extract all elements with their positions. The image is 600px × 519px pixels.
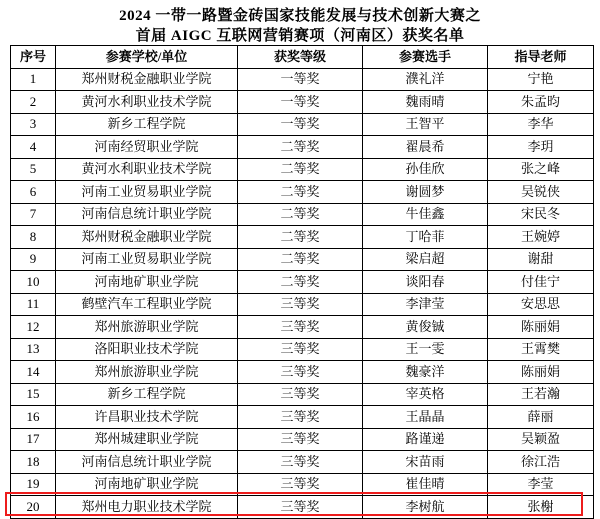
- cell-no: 14: [11, 361, 56, 384]
- cell-no: 4: [11, 136, 56, 159]
- cell-contestant: 魏雨晴: [363, 91, 488, 114]
- cell-no: 5: [11, 158, 56, 181]
- cell-contestant: 谢圆梦: [363, 181, 488, 204]
- cell-advisor: 张之峰: [488, 158, 594, 181]
- cell-no: 9: [11, 248, 56, 271]
- cell-school: 河南信息统计职业学院: [56, 451, 238, 474]
- cell-advisor: 安思思: [488, 293, 594, 316]
- cell-school: 河南地矿职业学院: [56, 473, 238, 496]
- cell-award: 三等奖: [238, 316, 363, 339]
- table-row: [11, 113, 594, 136]
- cell-award: 三等奖: [238, 406, 363, 429]
- cell-school: 新乡工程学院: [56, 383, 238, 406]
- cell-contestant: 孙佳欣: [363, 158, 488, 181]
- cell-advisor: 薛丽: [488, 406, 594, 429]
- cell-advisor: 谢甜: [488, 248, 594, 271]
- header-cell-contestant: 参赛选手: [363, 46, 488, 69]
- cell-school: 河南经贸职业学院: [56, 136, 238, 159]
- cell-award: 二等奖: [238, 203, 363, 226]
- table-row: [11, 226, 594, 249]
- cell-advisor: 朱孟昀: [488, 91, 594, 114]
- cell-no: 8: [11, 226, 56, 249]
- table-header-row: [11, 46, 594, 69]
- cell-award: 三等奖: [238, 338, 363, 361]
- table-row: [11, 91, 594, 114]
- table-row: [11, 271, 594, 294]
- cell-no: 11: [11, 293, 56, 316]
- cell-advisor: 吴颖盈: [488, 428, 594, 451]
- cell-school: 鹤壁汽车工程职业学院: [56, 293, 238, 316]
- cell-award: 二等奖: [238, 248, 363, 271]
- cell-school: 河南地矿职业学院: [56, 271, 238, 294]
- cell-no: 15: [11, 383, 56, 406]
- cell-no: 10: [11, 271, 56, 294]
- cell-school: 郑州旅游职业学院: [56, 316, 238, 339]
- cell-school: 新乡工程学院: [56, 113, 238, 136]
- cell-advisor: 李莹: [488, 473, 594, 496]
- cell-school: 郑州旅游职业学院: [56, 361, 238, 384]
- cell-no: 2: [11, 91, 56, 114]
- cell-advisor: 王若瀚: [488, 383, 594, 406]
- cell-no: 7: [11, 203, 56, 226]
- cell-contestant: 宰英格: [363, 383, 488, 406]
- table-row: [11, 451, 594, 474]
- page-title-line-2: 首届 AIGC 互联网营销赛项（河南区）获奖名单: [135, 28, 465, 44]
- cell-school: 洛阳职业技术学院: [56, 338, 238, 361]
- cell-no: 18: [11, 451, 56, 474]
- cell-school: 河南信息统计职业学院: [56, 203, 238, 226]
- cell-award: 三等奖: [238, 361, 363, 384]
- cell-award: 三等奖: [238, 293, 363, 316]
- cell-contestant: 王智平: [363, 113, 488, 136]
- table-row: [11, 496, 594, 519]
- cell-award: 三等奖: [238, 451, 363, 474]
- cell-school: 河南工业贸易职业学院: [56, 248, 238, 271]
- cell-advisor: 李华: [488, 113, 594, 136]
- cell-award: 三等奖: [238, 383, 363, 406]
- cell-no: 16: [11, 406, 56, 429]
- cell-school: 黄河水利职业技术学院: [56, 158, 238, 181]
- cell-award: 二等奖: [238, 136, 363, 159]
- header-cell-school: 参赛学校/单位: [56, 46, 238, 69]
- table-row: [11, 203, 594, 226]
- cell-contestant: 濮礼洋: [363, 68, 488, 91]
- cell-no: 19: [11, 473, 56, 496]
- cell-advisor: 吴锐侠: [488, 181, 594, 204]
- table-row: [11, 248, 594, 271]
- cell-contestant: 黄俊铖: [363, 316, 488, 339]
- cell-award: 一等奖: [238, 68, 363, 91]
- cell-contestant: 崔佳晴: [363, 473, 488, 496]
- cell-advisor: 陈丽娟: [488, 361, 594, 384]
- table-body: [11, 68, 594, 518]
- cell-school: 郑州财税金融职业学院: [56, 68, 238, 91]
- table-row: [11, 293, 594, 316]
- table-row: [11, 428, 594, 451]
- cell-school: 郑州财税金融职业学院: [56, 226, 238, 249]
- cell-contestant: 丁哈菲: [363, 226, 488, 249]
- header-cell-no: 序号: [11, 46, 56, 69]
- table-row: [11, 473, 594, 496]
- cell-no: 12: [11, 316, 56, 339]
- cell-award: 一等奖: [238, 91, 363, 114]
- cell-award: 三等奖: [238, 496, 363, 519]
- cell-advisor: 宋民冬: [488, 203, 594, 226]
- table-row: [11, 158, 594, 181]
- cell-contestant: 牛佳鑫: [363, 203, 488, 226]
- cell-contestant: 魏豪洋: [363, 361, 488, 384]
- table-row: [11, 181, 594, 204]
- cell-advisor: 陈丽娟: [488, 316, 594, 339]
- table-row: [11, 316, 594, 339]
- table-row: [11, 136, 594, 159]
- table-row: [11, 383, 594, 406]
- table-row: [11, 68, 594, 91]
- cell-contestant: 路谨递: [363, 428, 488, 451]
- cell-advisor: 徐江浩: [488, 451, 594, 474]
- cell-no: 3: [11, 113, 56, 136]
- cell-contestant: 翟晨希: [363, 136, 488, 159]
- cell-school: 郑州电力职业技术学院: [56, 496, 238, 519]
- cell-no: 13: [11, 338, 56, 361]
- table-row: [11, 338, 594, 361]
- cell-advisor: 李玥: [488, 136, 594, 159]
- cell-award: 二等奖: [238, 271, 363, 294]
- cell-contestant: 李津莹: [363, 293, 488, 316]
- cell-award: 二等奖: [238, 158, 363, 181]
- cell-contestant: 宋苗雨: [363, 451, 488, 474]
- cell-school: 郑州城建职业学院: [56, 428, 238, 451]
- cell-advisor: 王霄樊: [488, 338, 594, 361]
- cell-award: 二等奖: [238, 226, 363, 249]
- cell-school: 许昌职业技术学院: [56, 406, 238, 429]
- cell-award: 三等奖: [238, 473, 363, 496]
- cell-contestant: 李树航: [363, 496, 488, 519]
- table-row: [11, 361, 594, 384]
- cell-no: 17: [11, 428, 56, 451]
- header-cell-advisor: 指导老师: [488, 46, 594, 69]
- cell-award: 二等奖: [238, 181, 363, 204]
- cell-advisor: 王婉婷: [488, 226, 594, 249]
- cell-contestant: 谈阳春: [363, 271, 488, 294]
- awards-table: [10, 45, 594, 519]
- cell-no: 6: [11, 181, 56, 204]
- cell-award: 一等奖: [238, 113, 363, 136]
- cell-no: 1: [11, 68, 56, 91]
- cell-contestant: 梁启超: [363, 248, 488, 271]
- cell-no: 20: [11, 496, 56, 519]
- header-cell-award: 获奖等级: [238, 46, 363, 69]
- cell-advisor: 张榭: [488, 496, 594, 519]
- table-row: [11, 406, 594, 429]
- cell-contestant: 王晶晶: [363, 406, 488, 429]
- cell-award: 三等奖: [238, 428, 363, 451]
- cell-school: 黄河水利职业技术学院: [56, 91, 238, 114]
- page-title-line-1: 2024 一带一路暨金砖国家技能发展与技术创新大赛之: [119, 8, 481, 24]
- cell-school: 河南工业贸易职业学院: [56, 181, 238, 204]
- cell-advisor: 宁艳: [488, 68, 594, 91]
- cell-contestant: 王一雯: [363, 338, 488, 361]
- cell-advisor: 付佳宁: [488, 271, 594, 294]
